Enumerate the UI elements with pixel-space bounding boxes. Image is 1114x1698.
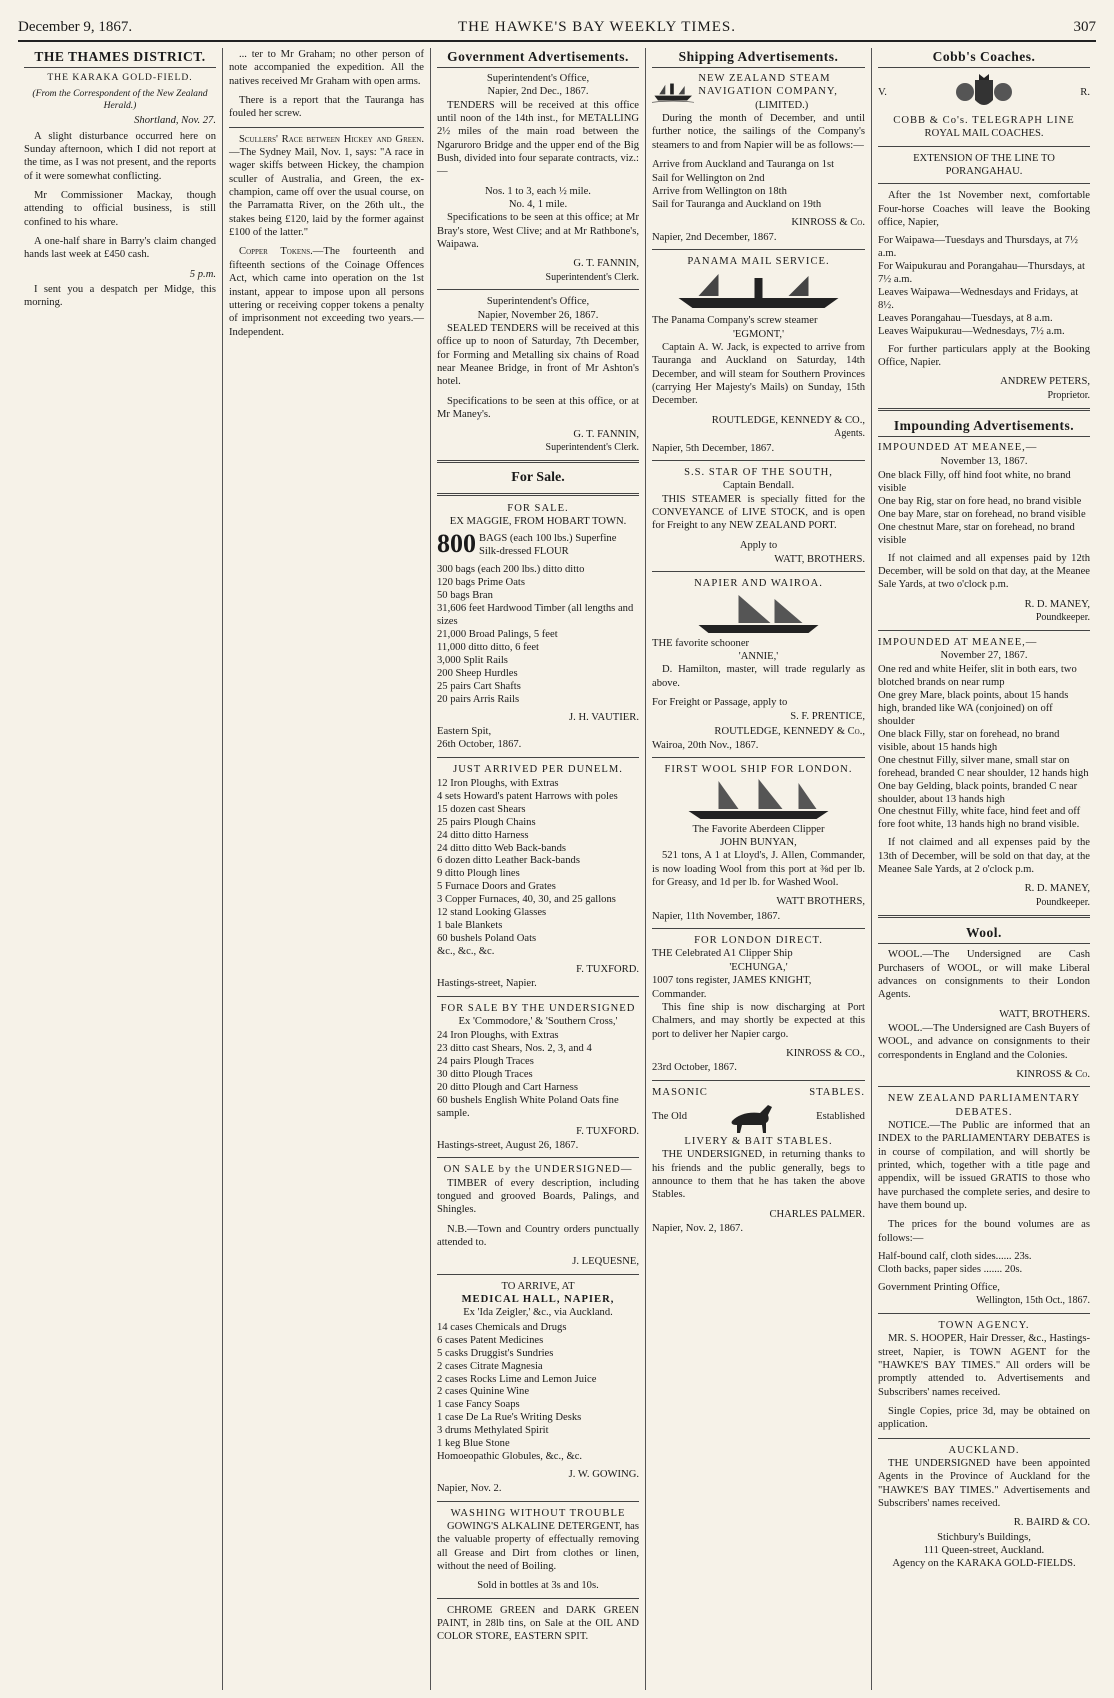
medical-item: 1 case De La Rue's Writing Desks: [437, 1412, 582, 1424]
cobb-further: For further particulars apply at the Booking Office, Napier.: [878, 343, 1090, 369]
goods-item: 120 bags Prime Oats: [437, 577, 525, 589]
london-heading: FOR LONDON DIRECT.: [694, 935, 823, 947]
washing-price: Sold in bottles at 3s and 10s.: [477, 1580, 599, 1592]
wairoa-master: D. Hamilton, master, will trade regularly as above.: [652, 664, 865, 689]
flour-ad: [437, 528, 639, 559]
gov-ad2-role: Superintendent's Clerk.: [545, 441, 639, 453]
wool-ship-heading: FIRST WOOL SHIP FOR LONDON.: [664, 764, 853, 776]
wairoa-ship: 'ANNIE,': [738, 650, 779, 662]
timber-heading: ON SALE by the UNDERSIGNED—: [443, 1164, 633, 1176]
parliament-prices-intro: The prices for the bound volumes are as follows:—: [878, 1219, 1090, 1244]
copper-text: —The fourteenth and fifteenth sections of the Coinage Offences Act, which came into operation on the 1st instant, appear to impose upon all persons uttering or receiving copper tokens a penalty of imprisonment not exceeding two years.: [229, 246, 424, 325]
parliament-price: Half-bound calf, cloth sides...... 23s.: [878, 1251, 1032, 1263]
undersigned-item: 30 ditto Plough Traces: [437, 1069, 533, 1080]
nz-lines: [652, 173, 865, 212]
dunelm-item: 24 ditto ditto Web Back-bands: [437, 842, 567, 854]
auckland-place: Stichbury's Buildings,: [937, 1531, 1031, 1543]
medical-item: 3 drums Methylated Spirit: [437, 1425, 549, 1437]
divider: [878, 1438, 1090, 1439]
dunelm-item: 6 dozen ditto Leather Back-bands: [437, 855, 580, 867]
medical-item: 6 cases Patent Medicines: [437, 1334, 544, 1346]
auckland-signer: R. BAIRD & CO.: [1013, 1517, 1090, 1529]
town-agency-text: MR. S. HOOPER, Hair Dresser, &c., Hastings-street, Napier, is TOWN AGENT for the "HAWKE'S BAY TIMES." All orders will be promptly attended to. Advertisements and Subscribers' names received.: [878, 1333, 1090, 1398]
gov-ad1-role: Superintendent's Clerk.: [545, 271, 639, 283]
karaka-agency: Agency on the KARAKA GOLD-FIELDS.: [892, 1558, 1076, 1570]
royal-arms-icon: [949, 72, 1019, 114]
masonic-header: [652, 1086, 865, 1099]
masonic-old: The Old: [652, 1111, 688, 1123]
impound2-date: November 27, 1867.: [940, 649, 1028, 661]
sale-date: 26th October, 1867.: [437, 739, 522, 751]
dunelm-heading: JUST ARRIVED PER DUNELM.: [453, 763, 623, 775]
goods-item: 200 Sheep Hurdles: [437, 667, 518, 679]
masonic-sub: LIVERY & BAIT STABLES.: [684, 1135, 833, 1147]
star-apply: Apply to: [739, 539, 778, 551]
cobb-title: COBB & Co's. TELEGRAPH LINE: [893, 115, 1075, 126]
divider: [652, 249, 865, 250]
column-cobb: [872, 48, 1096, 1690]
dunelm-item: 15 dozen cast Shears: [437, 803, 526, 815]
dunelm-item: 25 pairs Plough Chains: [437, 816, 536, 828]
timber-note: N.B.—Town and Country orders punctually attended to.: [437, 1223, 639, 1249]
divider: [437, 1274, 639, 1275]
nz-agent: KINROSS & Co.: [791, 217, 865, 229]
medical-heading: TO ARRIVE, AT: [501, 1280, 575, 1292]
medical-title: MEDICAL HALL, NAPIER,: [461, 1294, 615, 1306]
undersigned-place: Hastings-street, August 26, 1867.: [437, 1140, 579, 1152]
medical-item: 14 cases Chemicals and Drugs: [437, 1321, 567, 1333]
panama-heading: PANAMA MAIL SERVICE.: [687, 255, 830, 267]
dunelm-item: 24 ditto ditto Harness: [437, 829, 529, 841]
washing-text: GOWING'S ALKALINE DETERGENT, has the valuable property of effectually removing all Grease and Dirt from clothes or linen, without the need of Boiling.: [437, 1520, 639, 1573]
medical-item: 2 cases Citrate Magnesia: [437, 1360, 543, 1372]
cobb-line: Leaves Waipukurau—Wednesdays, 7½ a.m.: [878, 325, 1065, 337]
cobb-line: Leaves Porangahau—Tuesdays, at 8 a.m.: [878, 312, 1053, 324]
gov-ad2-spec: Specifications to be seen at this office, or at Mr Maney's.: [437, 395, 639, 421]
royal-arms: [878, 72, 1090, 114]
divider: [652, 1080, 865, 1081]
medical-ex: Ex 'Ida Zeigler,' &c., via Auckland.: [463, 1307, 613, 1319]
nz-line: Sail for Tauranga and Auckland on 19th: [652, 199, 822, 211]
wool-ship-text: 521 tons, A 1 at Lloyd's, J. Allen, Commander, is now loading Wool from this port at ⅜d per lb. for Greasy, and 1d per lb. for Washed Wool.: [652, 850, 865, 889]
divider: [878, 183, 1090, 184]
wool-ad-2-signer: KINROSS & Co.: [1016, 1068, 1090, 1080]
sale-signer: J. H. VAUTIER.: [569, 711, 639, 723]
cobb-line: Leaves Waipawa—Wednesdays and Fridays, at 8½.: [878, 287, 1079, 312]
star-agent: WATT, BROTHERS.: [774, 553, 865, 565]
wool-ship-name: JOHN BUNYAN,: [720, 837, 797, 849]
impound2-role: Poundkeeper.: [1035, 896, 1090, 908]
divider: [437, 1157, 639, 1158]
thames-paragraph: I sent you a despatch per Midge, this morning.: [24, 284, 216, 309]
undersigned-item: 20 ditto Plough and Cart Harness: [437, 1081, 578, 1093]
medical-item: 1 keg Blue Stone: [437, 1438, 510, 1450]
wairoa-text: THE favorite schooner: [652, 637, 750, 649]
thames-heading: THE THAMES DISTRICT.: [24, 48, 216, 68]
goods-item: 300 bags (each 200 lbs.) ditto ditto: [437, 564, 585, 576]
star-text: THIS STEAMER is specially fitted for the CONVEYANCE of LIVE STOCK, and is open for Freight to any NEW ZEALAND PORT.: [652, 493, 865, 532]
wool-ad-1: WOOL.—The Undersigned are Cash Purchasers of WOOL, or will make Liberal advances on consignments to their London Agents.: [878, 949, 1090, 1001]
parliament-prices: [878, 1251, 1090, 1277]
cobb-role: Proprietor.: [1047, 389, 1090, 401]
medical-item: 2 cases Rocks Lime and Lemon Juice: [437, 1373, 597, 1385]
thames-subheading: THE KARAKA GOLD-FIELD.: [47, 72, 193, 83]
masonic-established: Established: [816, 1111, 865, 1123]
gov-ad1-signer: G. T. FANNIN,: [573, 258, 639, 270]
london-agent: KINROSS & CO.,: [786, 1047, 865, 1059]
page-number: 307: [1073, 18, 1096, 35]
washing-heading: WASHING WITHOUT TROUBLE: [450, 1507, 626, 1519]
divider: [652, 757, 865, 758]
gov-ad1-lot: Nos. 1 to 3, each ½ mile.: [485, 185, 591, 197]
goods-item: 20 pairs Arris Rails: [437, 693, 520, 705]
london-text: THE Celebrated A1 Clipper Ship: [652, 948, 793, 960]
undersigned-list: [437, 1030, 639, 1120]
cobb-text: After the 1st November next, comfortable Four-horse Coaches will leave the Booking office, Napier,: [878, 190, 1090, 229]
star-heading: S.S. STAR OF THE SOUTH,: [684, 466, 833, 478]
medical-date: Napier, Nov. 2.: [437, 1483, 502, 1495]
undersigned-item: 24 pairs Plough Traces: [437, 1056, 534, 1068]
parliament-office: Government Printing Office,: [878, 1281, 1000, 1293]
gov-ad1-date: Napier, 2nd Dec., 1867.: [487, 86, 589, 98]
divider: [652, 571, 865, 572]
gov-ad2-text: SEALED TENDERS will be received at this office up to noon of Saturday, 7th December, for Forming and Metalling six chains of Road near Meanee Bridge, in front of Mr Ashton's hotel.: [437, 323, 639, 388]
auckland-place: 111 Queen-street, Auckland.: [923, 1545, 1045, 1557]
masonic-left: MASONIC: [652, 1086, 708, 1098]
government-heading: Government Advertisements.: [437, 48, 639, 68]
masthead: [18, 14, 1096, 42]
cobb-line: For Waipukurau and Porangahau—Thursdays, at 7½ a.m.: [878, 261, 1085, 286]
auckland-heading: AUCKLAND.: [948, 1444, 1020, 1456]
panama-agents: Agents.: [834, 427, 865, 439]
impound1-text: If not claimed and all expenses paid by 12th December, will be sold on that day, at the Meanee Sale Yards, at two o'clock p.m.: [878, 552, 1090, 591]
divider: [878, 630, 1090, 631]
wool-ad-2: WOOL.—The Undersigned are Cash Buyers of WOOL, and advance on consignments to their correspondents in England and the Colonies.: [878, 1022, 1090, 1061]
cobb-lines: [878, 235, 1090, 338]
thames-paragraph: A one-half share in Barry's claim changed hands last week at £450 cash.: [24, 235, 216, 261]
column-thames: [18, 48, 223, 1690]
thames-source: (From the Correspondent of the New Zealand Herald.): [32, 88, 208, 112]
nz-text: During the month of December, and until further notice, the sailings of the Company's steamers to and from Napier will be as follows:—: [652, 113, 865, 151]
wairoa-date: Wairoa, 20th Nov., 1867.: [652, 740, 759, 752]
medical-signer: J. W. GOWING.: [568, 1468, 639, 1480]
impound2-item: One red and white Heifer, slit in both ears, two blotched brands on near rump: [878, 664, 1077, 689]
undersigned-ex: Ex 'Commodore,' & 'Southern Cross,': [458, 1015, 618, 1027]
impound1-item: One bay Mare, star on forehead, no brand visible: [878, 508, 1086, 520]
masonic-right: STABLES.: [809, 1086, 865, 1098]
gov-ad1-text: TENDERS will be received at this office until noon of the 14th inst., for METALLING 2½ miles of the main road between the Ngaruroro Bridge and the upper end of the Big Bush, divided into four separate contracts, viz.:—: [437, 99, 639, 178]
dunelm-item: 12 Iron Ploughs, with Extras: [437, 777, 559, 789]
divider: [878, 146, 1090, 147]
dunelm-item: 5 Furnace Doors and Grates: [437, 881, 556, 893]
dunelm-list: [437, 778, 639, 959]
impound1-item: One bay Rig, star on fore head, no brand visible: [878, 495, 1082, 507]
impound1-item: One chestnut Mare, star on forehead, no brand visible: [878, 521, 1075, 546]
masonic-signer: CHARLES PALMER.: [769, 1208, 865, 1220]
newspaper-title: THE HAWKE'S BAY WEEKLY TIMES.: [457, 18, 737, 35]
sculling-article: [229, 133, 424, 240]
timber-text: TIMBER of every description, including tongued and grooved Boards, Palings, and Shingles.: [437, 1177, 639, 1216]
chrome-paint-ad: CHROME GREEN and DARK GREEN PAINT, in 28lb tins, on Sale at the OIL AND COLOR STORE, EASTERN SPIT.: [437, 1604, 639, 1643]
impound2-list: [878, 664, 1090, 832]
medical-list: [437, 1322, 639, 1464]
undersigned-item: 60 bushels English White Poland Oats fine sample.: [437, 1094, 619, 1119]
wool-ship-sub: The Favorite Aberdeen Clipper: [692, 823, 825, 835]
divider: [437, 1501, 639, 1502]
masonic-sub-header: [652, 1099, 865, 1135]
dunelm-item: 9 ditto Plough lines: [437, 868, 520, 880]
masonic-date: Napier, Nov. 2, 1867.: [652, 1222, 743, 1234]
cobb-letter-right: R.: [1080, 87, 1090, 99]
gov-ad1-lot: No. 4, 1 mile.: [508, 199, 568, 211]
impound2-signer: R. D. MANEY,: [1024, 883, 1090, 895]
undersigned-heading: FOR SALE BY THE UNDERSIGNED: [440, 1002, 636, 1014]
impounding-heading: Impounding Advertisements.: [878, 417, 1090, 437]
thames-paragraph: A slight disturbance occurred here on Sunday afternoon, which I did not report at the time, as I was not present, and the reports of it were somewhat conflicting.: [24, 130, 216, 182]
impound2-item: One grey Mare, black points, about 15 hands high, branded like WA (conjoined) on off shoulder: [878, 690, 1069, 727]
london-date: 23rd October, 1867.: [652, 1062, 737, 1074]
gov-ad2-office: Superintendent's Office,: [486, 296, 590, 308]
impound2-text: If not claimed and all expenses paid by the 13th of December, will be sold on that day, at the Meanee Sale Yards, at 2 o'clock p.m.: [878, 837, 1090, 875]
undersigned-signer: F. TUXFORD.: [576, 1125, 639, 1137]
flour-number: 800: [437, 528, 476, 558]
masonic-text: THE UNDERSIGNED, in returning thanks to his friends and the public generally, begs to announce to them that he has taken the above Stables.: [652, 1149, 865, 1201]
wairoa-agent: S. F. PRENTICE,: [790, 711, 865, 723]
copper-article: [229, 245, 424, 338]
divider: [437, 493, 639, 496]
town-agency-heading: TOWN AGENCY.: [938, 1319, 1030, 1331]
divider: [437, 1598, 639, 1599]
dunelm-item: 12 stand Looking Glasses: [437, 907, 547, 919]
impound1-list: [878, 470, 1090, 548]
wool-ship-agent: WATT BROTHERS,: [776, 896, 865, 908]
copper-title: Copper Tokens.: [239, 246, 313, 258]
divider: [652, 928, 865, 929]
gov-ad1-spec: Specifications to be seen at this office; at Mr Bray's store, West Clive; and at Mr Rathbone's, Waipawa.: [437, 212, 639, 251]
divider: [437, 289, 639, 290]
nz-company-name: [698, 72, 865, 112]
nz-route: Arrive from Auckland and Tauranga on 1st: [652, 159, 835, 171]
wairoa-apply: For Freight or Passage, apply to: [652, 697, 788, 709]
sale-place: Eastern Spit,: [437, 725, 492, 737]
for-sale-box-heading: For Sale.: [511, 470, 565, 486]
impound1-signer: R. D. MANEY,: [1024, 598, 1090, 610]
thames-paragraph: Mr Commissioner Mackay, though attending to official business, is still confined to his whare.: [24, 189, 216, 228]
parliament-price: Cloth backs, paper sides ....... 20s.: [878, 1264, 1023, 1276]
horse-icon: [722, 1099, 782, 1135]
column-articles: [223, 48, 431, 1690]
nz-limited: (LIMITED.): [755, 99, 809, 111]
sculling-title: Scullers' Race between Hickey and Green.: [239, 133, 424, 145]
impound1-item: One black Filly, off hind foot white, no brand visible: [878, 470, 1071, 495]
goods-item: 3,000 Split Rails: [437, 654, 508, 666]
cobb-letter-left: V.: [878, 87, 887, 99]
issue-date: December 9, 1867.: [18, 18, 133, 35]
divider: [437, 757, 639, 758]
goods-item: 11,000 ditto ditto, 6 feet: [437, 641, 540, 653]
london-tons: 1007 tons register, JAMES KNIGHT, Commander.: [652, 975, 812, 1000]
article-paragraph: ... ter to Mr Graham; no other person of note accompanied the expedition. All the natives received Mr Graham with open arms.: [229, 49, 424, 87]
for-sale-heading: FOR SALE.: [507, 503, 569, 515]
column-shipping: [646, 48, 872, 1690]
divider: [878, 1086, 1090, 1087]
divider: [878, 1313, 1090, 1314]
nz-line: Sail for Wellington on 2nd: [652, 173, 765, 185]
shipping-heading: Shipping Advertisements.: [652, 48, 865, 68]
divider: [229, 127, 424, 128]
medical-item: 5 casks Druggist's Sundries: [437, 1347, 554, 1359]
goods-item: 50 bags Bran: [437, 590, 493, 602]
london-ship: 'ECHUNGA,': [729, 961, 788, 973]
impound2-item: One chestnut Filly, white face, hind feet and off fore foot white, 13 hands high no brand visible.: [878, 806, 1081, 831]
medical-item: Homoeopathic Globules, &c., &c.: [437, 1451, 583, 1463]
goods-item: 21,000 Broad Palings, 5 feet: [437, 629, 558, 641]
gov-ad2-date: Napier, November 26, 1867.: [477, 309, 599, 321]
divider: [878, 408, 1090, 411]
column-government: [431, 48, 646, 1690]
goods-item: 31,606 feet Hardwood Timber (all lengths and sizes: [437, 603, 634, 628]
impound1-date: November 13, 1867.: [940, 455, 1028, 467]
copper-source: —Independent.: [229, 313, 424, 338]
auckland-text: THE UNDERSIGNED have been appointed Agents in the Province of Auckland for the "HAWKE'S BAY TIMES." Advertisements and Subscribers' names received.: [878, 1457, 1090, 1510]
nz-line: Arrive from Wellington on 18th: [652, 186, 787, 198]
thames-dateline: Shortland, Nov. 27.: [134, 115, 216, 127]
goods-item: 25 pairs Cart Shafts: [437, 680, 521, 692]
panama-text: The Panama Company's screw steamer: [652, 315, 818, 327]
thames-time: 5 p.m.: [189, 268, 216, 280]
wairoa-heading: NAPIER AND WAIROA.: [694, 578, 823, 590]
star-captain: Captain Bendall.: [722, 480, 795, 492]
panama-agent: ROUTLEDGE, KENNEDY & CO.,: [711, 414, 865, 426]
wool-heading: Wool.: [878, 924, 1090, 944]
wool-ad-1-signer: WATT, BROTHERS.: [999, 1008, 1090, 1020]
flour-text: BAGS (each 100 lbs.) Superfine Silk-dressed FLOUR: [479, 532, 617, 558]
impound2-item: One black Filly, star on forehead, no brand visible, about 15 hands high: [878, 728, 1060, 753]
nz-company-block: [652, 72, 865, 112]
sculling-text: "A race in wager skiffs between Hickey, the champion sculler of Australia, and Green, the ex-champion, came off over the usual course, on the Parramatta River, on the 26th ult., the stakes being £120, laid by the former against £100 of the latter.": [229, 147, 424, 239]
cobb-signer: ANDREW PETERS,: [1000, 376, 1090, 388]
cobb-line: For Waipawa—Tuesdays and Thursdays, at 7½ a.m.: [878, 235, 1078, 260]
timber-signer: J. LEQUESNE,: [572, 1256, 639, 1268]
parliament-date: Wellington, 15th Oct., 1867.: [976, 1295, 1090, 1307]
impound2-heading: IMPOUNDED AT MEANEE,—: [878, 636, 1038, 648]
clipper-ship-icon: [652, 777, 865, 823]
nz-date: Napier, 2nd December, 1867.: [652, 231, 777, 243]
undersigned-item: 24 Iron Ploughs, with Extras: [437, 1030, 559, 1042]
impound1-role: Poundkeeper.: [1035, 612, 1090, 623]
gov-ad1-office: Superintendent's Office,: [486, 73, 590, 84]
gov-ad2-signer: G. T. FANNIN,: [573, 428, 639, 440]
goods-list: [437, 564, 639, 706]
nz-company-title: NEW ZEALAND STEAM NAVIGATION COMPANY,: [698, 73, 838, 98]
parliament-heading: NEW ZEALAND PARLIAMENTARY DEBATES.: [887, 1093, 1081, 1118]
cobb-heading: Cobb's Coaches.: [878, 48, 1090, 68]
maggie-line: EX MAGGIE, FROM HOBART TOWN.: [449, 516, 627, 528]
steamship-icon: [652, 72, 694, 112]
divider: [878, 915, 1090, 918]
wairoa-agent: ROUTLEDGE, KENNEDY & Co.,: [714, 725, 865, 737]
dunelm-item: &c., &c., &c.: [437, 945, 495, 957]
dunelm-item: 60 bushels Poland Oats: [437, 933, 537, 945]
cobb-subtitle: ROYAL MAIL COACHES.: [924, 128, 1044, 140]
sculling-source: —The Sydney Mail, Nov. 1, says:: [229, 147, 377, 159]
divider: [652, 460, 865, 461]
town-agency-single: Single Copies, price 3d, may be obtained on application.: [878, 1405, 1090, 1431]
undersigned-item: 23 ditto cast Shears, Nos. 2, 3, and 4: [437, 1043, 592, 1055]
impound2-item: One chestnut Filly, silver mane, small star on forehead, branded C near shoulder, 12 hands high: [878, 754, 1089, 779]
london-body: This fine ship is now discharging at Port Chalmers, and may shortly be expected at this port to deliver her Napier cargo.: [652, 1001, 865, 1040]
dunelm-signer: F. TUXFORD.: [576, 963, 639, 975]
medical-item: 1 case Fancy Soaps: [437, 1399, 520, 1411]
divider: [437, 996, 639, 997]
dunelm-item: 3 Copper Furnaces, 40, 30, and 25 gallons: [437, 894, 616, 906]
panama-ship: 'EGMONT,': [733, 328, 784, 340]
divider: [437, 460, 639, 463]
dunelm-item: 4 sets Howard's patent Harrows with poles: [437, 790, 618, 802]
dunelm-place: Hastings-street, Napier.: [437, 978, 537, 990]
panama-date: Napier, 5th December, 1867.: [652, 442, 775, 454]
impound2-item: One bay Gelding, black points, branded C near shoulder, about 13 hands high: [878, 780, 1078, 805]
steamship-icon: [652, 268, 865, 314]
article-paragraph: There is a report that the Tauranga has fouled her screw.: [229, 95, 424, 120]
schooner-icon: [652, 591, 865, 637]
panama-body: Captain A. W. Jack, is expected to arrive from Tauranga and Auckland on Saturday, 14th December, and will steam for Southern Provinces (carrying Her Majesty's Mails) on Sunday, 15th December.: [652, 341, 865, 407]
dunelm-item: 1 bale Blankets: [437, 920, 503, 932]
medical-item: 2 cases Quinine Wine: [437, 1386, 530, 1398]
wool-ship-date: Napier, 11th November, 1867.: [652, 910, 781, 922]
columns: [18, 48, 1096, 1690]
parliament-text: NOTICE.—The Public are informed that an INDEX to the PARLIAMENTARY DEBATES is in course of compilation, and will shortly be printed, which, together with a title page and appendix, will be issued GRATIS to those who have purchased the complete series, and desire to have them bound up.: [878, 1120, 1090, 1212]
impound1-heading: IMPOUNDED AT MEANEE,—: [878, 442, 1038, 454]
cobb-extension: EXTENSION OF THE LINE TO PORANGAHAU.: [913, 152, 1055, 178]
